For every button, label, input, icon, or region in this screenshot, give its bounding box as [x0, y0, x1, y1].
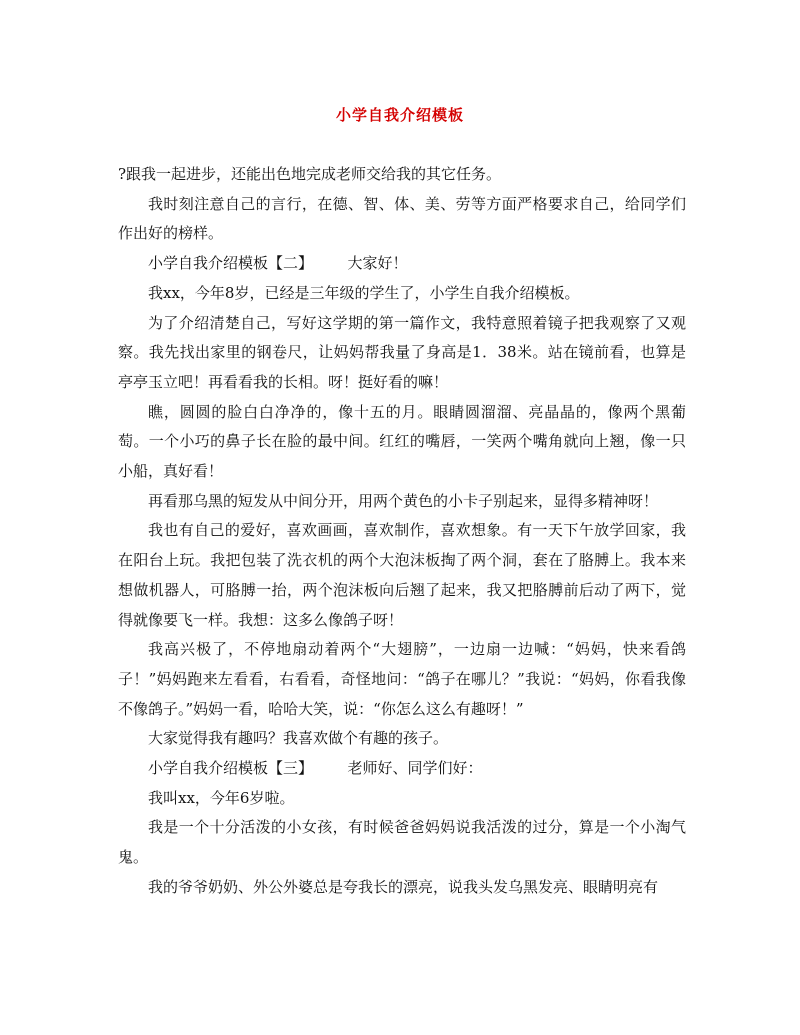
- section-heading-line: [118, 754, 686, 784]
- paragraph: 我时刻注意自己的言行，在德、智、体、美、劳等方面严格要求自己，给同学们作出好的榜样。: [118, 194, 686, 243]
- paragraph: 为了介绍清楚自己，写好这学期的第一篇作文，我特意照着镜子把我观察了又观察。我先找出家里的钢卷尺，让妈妈帮我量了身高是1．38米。站在镜前看，也算是亭亭玉立吧！再看看我的长相。呀！挺好看的嘛！: [118, 313, 686, 391]
- paragraph: 我叫xx，今年6岁啦。: [148, 788, 295, 807]
- paragraph: 我是一个十分活泼的小女孩，有时候爸爸妈妈说我活泼的过分，算是一个小淘气鬼。: [118, 818, 686, 867]
- document-title: 小学自我介绍模板: [335, 106, 464, 124]
- paragraph: 瞧，圆圆的脸白白净净的，像十五的月。眼睛圆溜溜、亮晶晶的，像两个黑葡萄。一个小巧的鼻子长在脸的最中间。红红的嘴唇，一笑两个嘴角就向上翘，像一只小船，真好看！: [118, 402, 686, 481]
- paragraph: 我高兴极了，不停地扇动着两个“大翅膀”，一边扇一边喊：“妈妈，快来看鸽子！”妈妈跑来左看看，右看看，奇怪地问：“鸽子在哪儿？”我说：“妈妈，你看我像不像鸽子。”妈妈一看，哈哈大笑，说：“你怎么这么有趣呀！”: [118, 640, 686, 718]
- section-heading: 小学自我介绍模板【二】: [148, 254, 314, 273]
- paragraph: 再看那乌黑的短发从中间分开，用两个黄色的小卡子别起来，显得多精神呀！: [148, 491, 659, 510]
- section-heading: 小学自我介绍模板【三】: [148, 759, 314, 778]
- section-heading-line: [118, 249, 686, 279]
- paragraph: 我的爷爷奶奶、外公外婆总是夸我长的漂亮，说我头发乌黑发亮、眼睛明亮有: [148, 877, 659, 896]
- paragraph: 我xx，今年8岁，已经是三年级的学生了，小学生自我介绍模板。: [148, 283, 580, 302]
- document-body: [118, 160, 686, 903]
- section-greeting: 老师好、同学们好：: [347, 759, 483, 778]
- paragraph: 我也有自己的爱好，喜欢画画，喜欢制作，喜欢想象。有一天下午放学回家，我在阳台上玩。我把包装了洗衣机的两个大泡沫板掏了两个洞，套在了胳膊上。我本来想做机器人，可胳膊一抬，两个泡沫板向后翘了起来，我又把胳膊前后动了两下，觉得就像要飞一样。我想：这多么像鸽子呀！: [118, 521, 686, 629]
- section-greeting: 大家好！: [347, 254, 408, 273]
- paragraph: ?跟我一起进步，还能出色地完成老师交给我的其它任务。: [118, 165, 502, 183]
- paragraph: 大家觉得我有趣吗？我喜欢做个有趣的孩子。: [148, 729, 449, 748]
